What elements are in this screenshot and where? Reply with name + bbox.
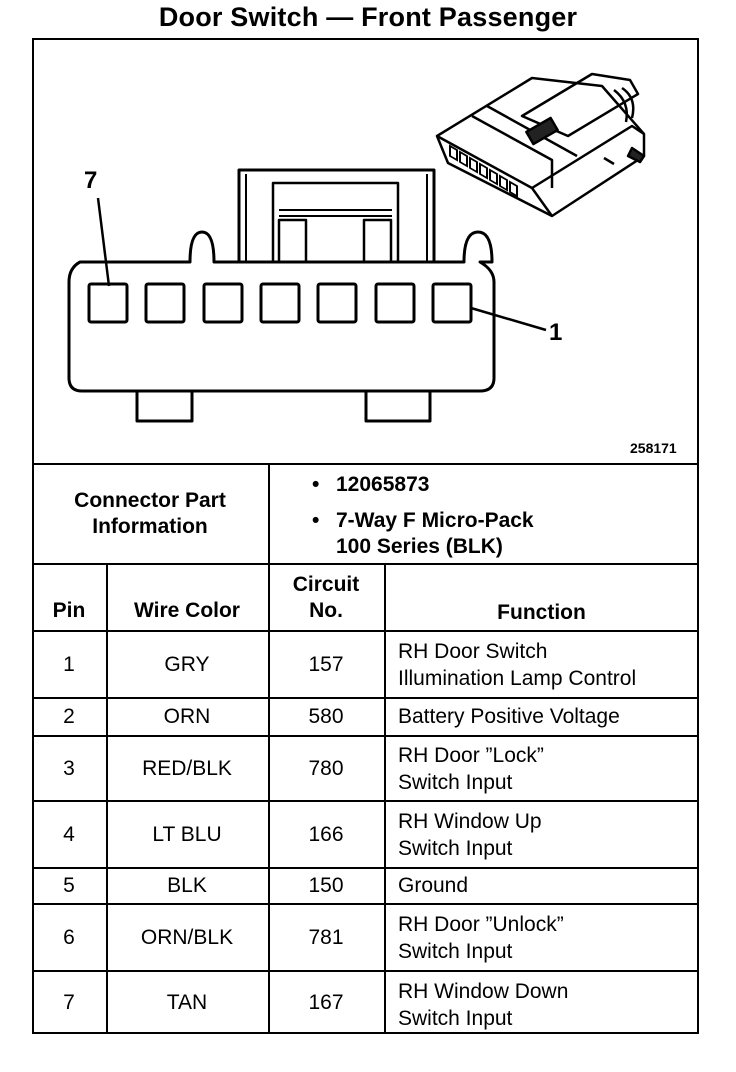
- pin-callout-7: 7: [84, 167, 98, 194]
- cell-pin: 3: [63, 756, 75, 780]
- cell-circuit: 167: [308, 991, 344, 1014]
- page-title: Door Switch — Front Passenger: [158, 2, 578, 32]
- pin-callout-1: 1: [549, 319, 563, 346]
- header-circuit-line2: No.: [309, 599, 343, 622]
- connector-diagram: [32, 38, 699, 465]
- cell-pin: 2: [63, 705, 75, 728]
- cavity-5: [204, 284, 242, 322]
- connector-description-line1: 7-Way F Micro-Pack: [336, 509, 534, 532]
- cell-circuit: 166: [308, 822, 344, 846]
- connector-part-info-label-line1: Connector Part: [74, 489, 226, 512]
- cell-function-line2: Switch Input: [398, 837, 513, 860]
- bullet-1: •: [312, 473, 320, 496]
- cavity-2: [376, 284, 414, 322]
- cavity-4: [261, 284, 299, 322]
- cell-function-line2: Switch Input: [398, 1007, 513, 1030]
- leader-line-1: [471, 308, 546, 330]
- cell-function-line1: Battery Positive Voltage: [398, 705, 620, 728]
- cell-function: [398, 978, 568, 1032]
- cell-function: [398, 808, 542, 862]
- cell-function: [398, 742, 544, 796]
- connector-housing: [69, 232, 494, 391]
- bottom-tab-right: [366, 391, 430, 421]
- cell-wire-color: GRY: [164, 652, 210, 676]
- cavity-6: [146, 284, 184, 322]
- cell-wire-color: RED/BLK: [142, 756, 232, 780]
- cell-circuit: 780: [308, 756, 344, 780]
- cavity-1: [433, 284, 471, 322]
- cell-circuit: 781: [308, 925, 344, 949]
- cavity-3: [318, 284, 356, 322]
- header-function: Function: [497, 601, 586, 624]
- header-circuit-line1: Circuit: [292, 573, 360, 596]
- latch-inner: [273, 183, 398, 262]
- cell-circuit: 150: [308, 874, 344, 897]
- cell-pin: 1: [63, 652, 75, 676]
- part-number: 12065873: [336, 473, 430, 496]
- cell-function: [398, 911, 564, 965]
- figure-id: 258171: [630, 440, 677, 456]
- pin-cavities: [89, 284, 471, 322]
- connector-isometric: [437, 74, 644, 216]
- bullet-2: •: [312, 509, 320, 532]
- part-number-item: [312, 472, 534, 498]
- cell-wire-color: BLK: [167, 874, 207, 897]
- cell-function-line1: RH Door ”Unlock”: [398, 913, 564, 936]
- connector-description-item: [312, 508, 534, 560]
- cell-function-line2: Illumination Lamp Control: [398, 667, 637, 690]
- connector-description-line2: 100 Series (BLK): [336, 535, 503, 558]
- cell-pin: 4: [63, 822, 75, 846]
- cell-wire-color: TAN: [166, 991, 208, 1014]
- cell-function: [398, 638, 636, 692]
- cell-pin: 6: [63, 925, 75, 949]
- cell-wire-color: LT BLU: [152, 822, 222, 846]
- connector-part-info-label-line2: Information: [92, 515, 208, 538]
- header-wire-color: Wire Color: [134, 599, 240, 622]
- cell-function-line2: Switch Input: [398, 940, 513, 963]
- divider-info-vertical: [268, 463, 270, 563]
- bottom-tab-left: [137, 391, 192, 421]
- cell-pin: 5: [63, 874, 75, 897]
- cell-wire-color: ORN/BLK: [140, 925, 234, 949]
- cell-function-line1: RH Window Up: [398, 810, 542, 833]
- cell-pin: 7: [63, 991, 75, 1014]
- cell-circuit: 157: [308, 652, 344, 676]
- cavity-7: [89, 284, 127, 322]
- cell-function: [398, 703, 620, 730]
- cell-function: [398, 872, 468, 899]
- divider-info: [32, 563, 699, 565]
- cell-wire-color: ORN: [163, 705, 211, 728]
- cell-circuit: 580: [308, 705, 344, 728]
- cell-function-line1: RH Door Switch: [398, 640, 548, 663]
- cell-function-line1: Ground: [398, 874, 469, 897]
- divider-col-circuit: [384, 563, 386, 1034]
- leader-line-7: [98, 198, 109, 286]
- cell-function-line1: RH Door ”Lock”: [398, 744, 544, 767]
- connector-part-info-label: [32, 465, 268, 563]
- cell-function-line2: Switch Input: [398, 771, 513, 794]
- header-circuit-no: [268, 572, 384, 624]
- header-pin: Pin: [52, 599, 86, 622]
- connector-isometric-cavities: [450, 146, 517, 196]
- cell-function-line1: RH Window Down: [398, 980, 569, 1003]
- connector-part-info-list: [312, 472, 534, 560]
